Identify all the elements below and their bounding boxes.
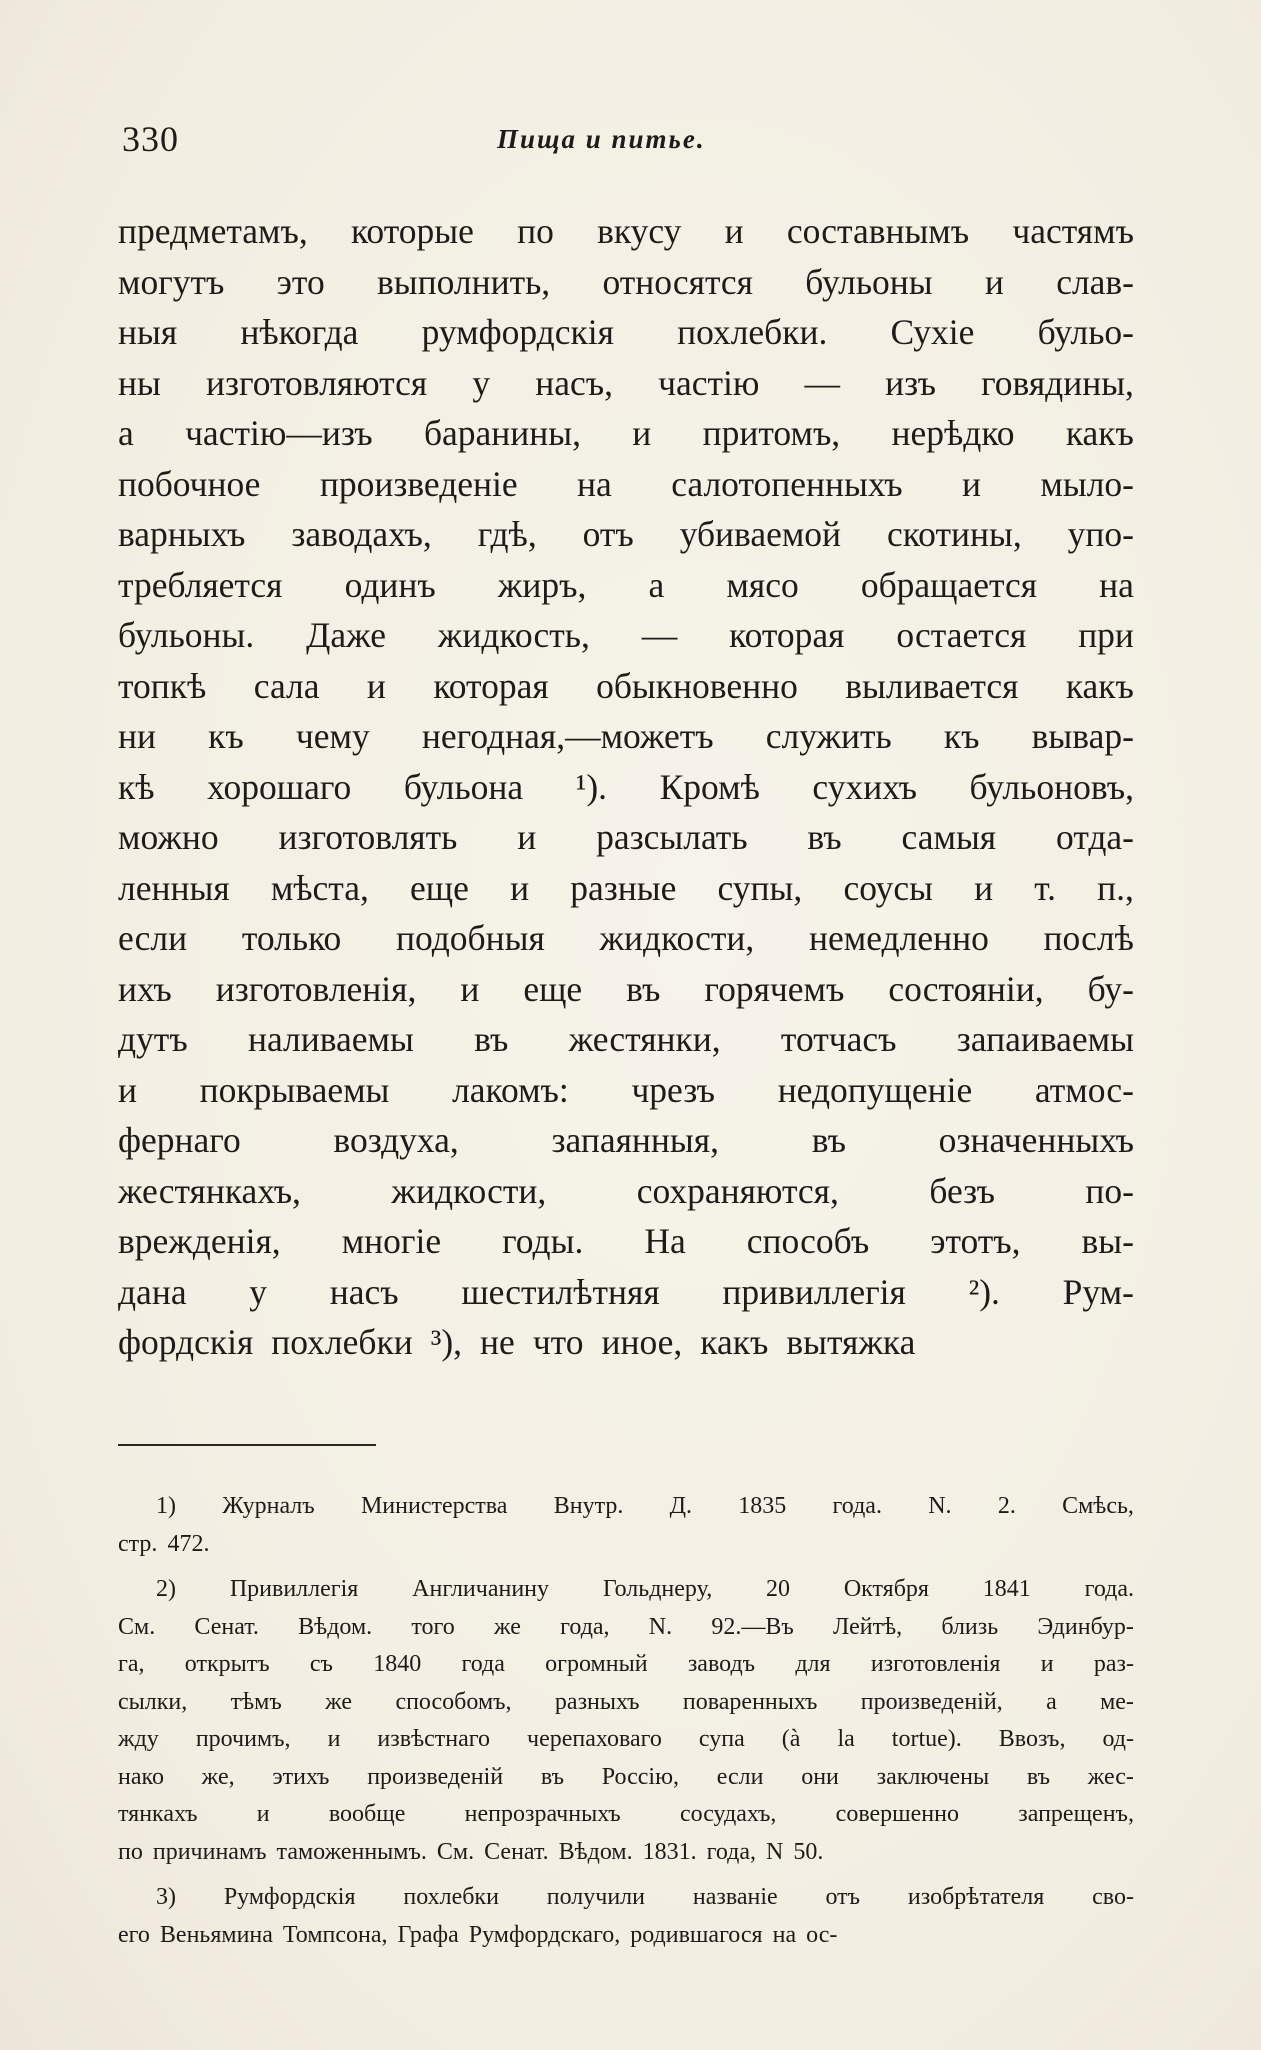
text-line: ленныя мѣста, еще и разные супы, соусы и т. п., <box>118 867 1134 908</box>
footnote-3 <box>118 1879 1134 1954</box>
footnote-line: по причинамъ таможеннымъ. См. Сенат. Вѣдом. 1831. года, N 50. <box>118 1838 824 1865</box>
footnote-2 <box>118 1571 1134 1871</box>
footnote-line: жду прочимъ, и извѣстнаго черепаховаго супа (à la tortue). Ввозъ, од- <box>118 1726 1134 1752</box>
footnote-line: сылки, тѣмъ же способомъ, разныхъ поваренныхъ произведеній, а ме- <box>118 1688 1134 1715</box>
text-line: побочное произведеніе на салотопенныхъ и мыло- <box>118 463 1134 504</box>
footnote-line: 2) Привиллегія Англичанину Гольднеру, 20 Октября 1841 года. <box>156 1576 1134 1602</box>
text-line: ни къ чему негодная,—можетъ служить къ вывар- <box>118 716 1134 756</box>
footnote-gap <box>118 1871 1134 1879</box>
text-line: фернаго воздуха, запаянныя, въ означенныхъ <box>118 1120 1134 1160</box>
text-line: можно изготовлять и разсылать въ самыя отда- <box>118 817 1134 857</box>
main-text <box>118 206 1134 1368</box>
footnotes <box>118 1488 1134 1954</box>
page-number: 330 <box>122 119 179 159</box>
text-line: жестянкахъ, жидкости, сохраняются, безъ по- <box>118 1170 1134 1211</box>
text-line: топкѣ сала и которая обыкновенно выливается какъ <box>118 665 1134 706</box>
text-line: дутъ наливаемы въ жестянки, тотчасъ запаиваемы <box>118 1019 1134 1059</box>
text-line: ихъ изготовленія, и еще въ горячемъ состояніи, бу- <box>118 968 1134 1009</box>
page-header <box>122 118 1134 166</box>
text-line: фордскія похлебки ³), не что иное, какъ вытяжка <box>118 1322 916 1362</box>
footnote-line: его Веньямина Томпсона, Графа Румфордскаго, родившагося на ос- <box>118 1921 838 1948</box>
footnote-line: тянкахъ и вообще непрозрачныхъ сосудахъ, совершенно запрещенъ, <box>118 1801 1134 1827</box>
footnote-line: стр. 472. <box>118 1530 210 1557</box>
running-title: Пища и питье. <box>497 124 706 154</box>
footnote-line: га, открытъ съ 1840 года огромный заводъ для изготовленія и раз- <box>118 1651 1134 1677</box>
footnote-line: 3) Румфордскія похлебки получили названіе отъ изобрѣтателя сво- <box>156 1884 1134 1910</box>
footnote-line: нако же, этихъ произведеній въ Россію, если они заключены въ жес- <box>118 1763 1134 1790</box>
text-line: и покрываемы лакомъ: чрезъ недопущеніе атмос- <box>118 1069 1134 1110</box>
text-line: ныя нѣкогда румфордскія похлебки. Сухіе бульо- <box>118 312 1134 352</box>
text-line: врежденія, многіе годы. На способъ этотъ, вы- <box>118 1221 1134 1261</box>
text-line: варныхъ заводахъ, гдѣ, отъ убиваемой скотины, упо- <box>118 514 1134 554</box>
footnote-gap <box>118 1563 1134 1571</box>
text-line: кѣ хорошаго бульона ¹). Кромѣ сухихъ бульоновъ, <box>118 766 1134 807</box>
text-line: а частію—изъ баранины, и притомъ, нерѣдко какъ <box>118 413 1134 453</box>
footnote-1 <box>118 1488 1134 1563</box>
text-line: требляется одинъ жиръ, а мясо обращается на <box>118 564 1134 605</box>
text-line: могутъ это выполнить, относятся бульоны и слав- <box>118 261 1134 302</box>
text-line: предметамъ, которые по вкусу и составнымъ частямъ <box>118 211 1134 251</box>
text-line: дана у насъ шестилѣтняя привиллегія ²). Рум- <box>118 1271 1134 1312</box>
footnote-separator <box>118 1444 376 1446</box>
text-line: бульоны. Даже жидкость, — которая остается при <box>118 615 1134 655</box>
text-line: если только подобныя жидкости, немедленно послѣ <box>118 918 1134 958</box>
footnote-line: 1) Журналъ Министерства Внутр. Д. 1835 года. N. 2. Смѣсь, <box>156 1493 1134 1519</box>
footnote-line: См. Сенат. Вѣдом. того же года, N. 92.—Въ Лейтѣ, близь Эдинбур- <box>118 1613 1134 1640</box>
text-line: ны изготовляются у насъ, частію — изъ говядины, <box>118 362 1134 403</box>
